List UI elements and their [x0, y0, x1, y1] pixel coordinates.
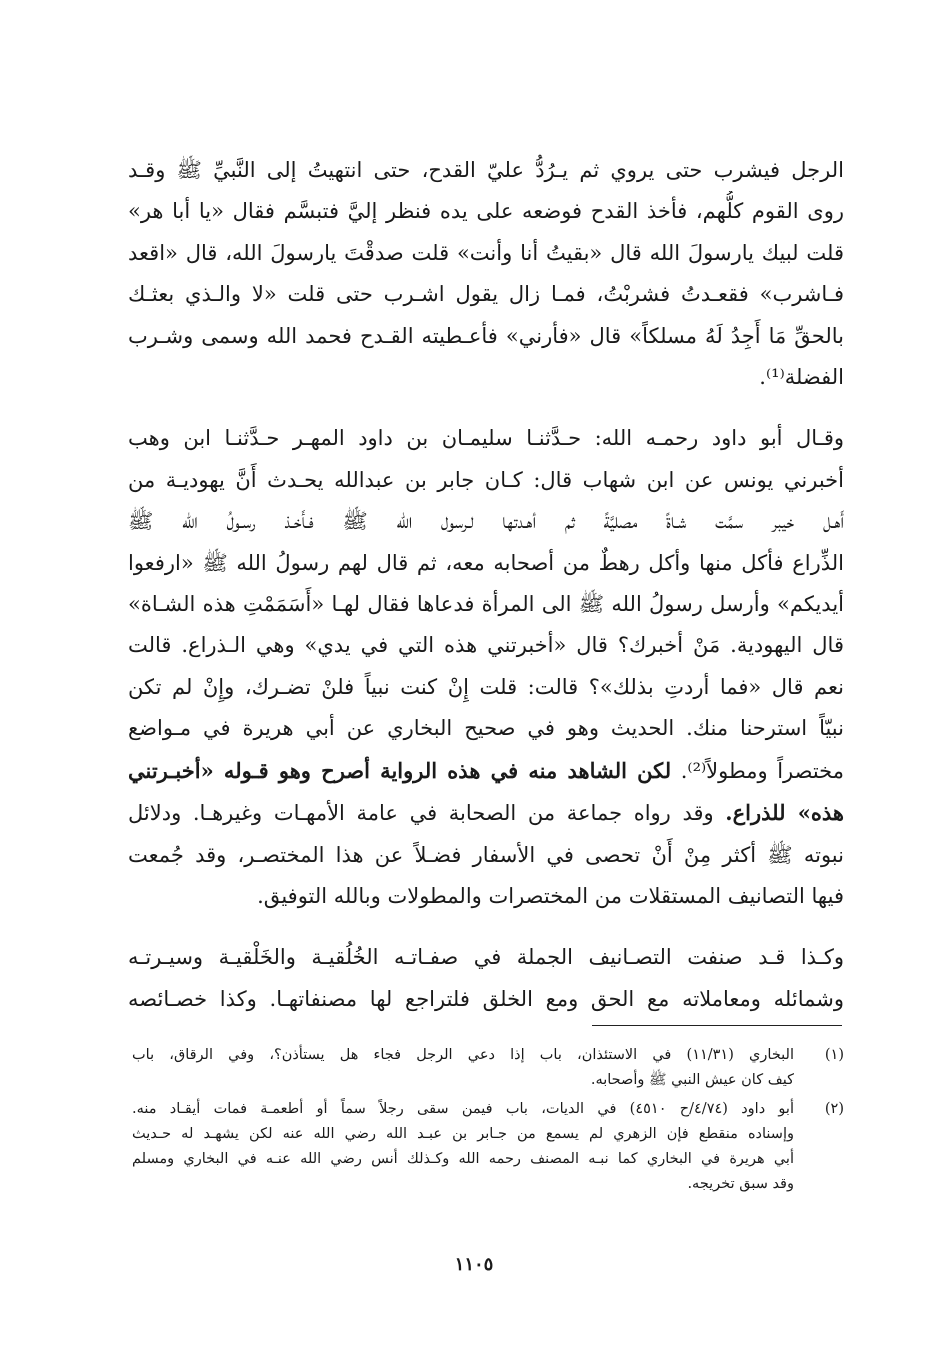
footnote-line: كيف كان عيش النبي ﷺ وأصحابه.	[590, 1072, 794, 1088]
text-line: وقـال أبو داود رحمـه الله: حـدَّثنـا سليمـان بن داود المهـر حـدَّثنـا ابن وهب	[128, 426, 844, 451]
text-line: الذِّراع فأكل منها وأكل رهطٌ من أصحابه معه، ثم قال لهم رسولُ الله ﷺ «ارفعوا	[128, 550, 844, 575]
page-number: ١١٠٥	[454, 1254, 494, 1275]
text-line: نعم قال «فما أردتِ بذلك»؟ قالت: قلت إِنْ كنت نبياً فلنْ تضـرك، وإِنْ لم تكن	[128, 674, 844, 699]
text-line: أَهـل خيبر سمَّت شـاةً مصليَّةً ثم أهـدتها لـرسول الله ﷺ فـأَخـذ رسـولُ الله ﷺ	[128, 509, 844, 534]
bold-segment: لكن الشاهد منه في هذه الرواية أصرح وهو قـوله «أخبـرتني	[128, 757, 672, 783]
text-line: وشمائله ومعاملاته مع الحق ومع الخلق فلتراجع لها مصنفاتهـا. وكذا خصـائصه	[128, 986, 844, 1011]
footnote-separator	[592, 1025, 842, 1026]
text-line: أيديكم» وأرسل رسولُ الله ﷺ الى المرأة فدعاها فقال لهـا «أَسَمَمْتِ هذه الشـاة»	[128, 592, 844, 617]
footnote-body	[132, 1043, 794, 1093]
text-line: قال اليهودية. مَنْ أخبرك؟ قال «أخبرتني هذه التي في يدي» وهي الـذراع. قالت	[128, 633, 844, 658]
paragraph-3	[128, 937, 844, 1020]
text-line: فـاشرب» فقعـدتُ فشربْتُ، فمـا زال يقول اشـرب حتى قلت «لا والـذي بعثـك	[128, 282, 844, 307]
footnote-number: (٢)	[824, 1101, 844, 1117]
text-line: فيها التصانيف المستقلات من المختصرات والمطولات وبالله التوفيق.	[257, 883, 844, 908]
text-line: نبيّاً استرحنا منك. الحديث وهو في صحيح البخاري عن أبي هريرة في مـواضع	[128, 716, 844, 741]
text-line: الفضلة⁽¹⁾.	[759, 365, 844, 390]
footnote-number: (١)	[824, 1047, 844, 1063]
text-line: الرجل فيشرب حتى يروي ثم يـرُدُّ عليّ القدح، حتى انتهيتُ إلى النَّبيِّ ﷺ وقـد	[128, 158, 844, 182]
footnote-2	[132, 1097, 844, 1197]
text-line: قلت لبيك يارسولَ الله قال «بقيتُ أنا وأنت» قلت صدقْتَ يارسولَ الله، قال «اقعد	[128, 240, 844, 265]
footnotes	[132, 1043, 844, 1201]
text-line: نبوته ﷺ أكثر مِنْ أَنْ تحصى في الأسفار فضـلاً عن هذا المختصـر، وقد جُمعت	[128, 842, 844, 867]
paragraph-2	[128, 418, 844, 917]
footnote-1	[132, 1043, 844, 1093]
plain-segment: مختصراً ومطولاً⁽²⁾.	[680, 758, 844, 783]
footnote-line: أبو داود (٤/٧٤/ح ٤٥١٠) في الديات، باب فيمن سقى رجلاً سماً أو أطعمـة فمات أيقـاد منه.	[132, 1101, 794, 1117]
text-line: روى القوم كلُّهم، فأخذ القدح فوضعه على يده فنظر إليَّ فتبسَّم فقال «يا أبا هر»	[128, 199, 844, 224]
main-text	[128, 150, 844, 1020]
bold-segment: هذه» للذراع.	[725, 800, 844, 826]
footnote-line: وقد سبق تخريجه.	[687, 1176, 794, 1192]
text-line: أخبرني يونس عن ابن شهاب قال: كـان جابر بن عبدالله يحـدث أَنَّ يهوديـة من	[128, 467, 844, 492]
text-line-mixed	[128, 750, 844, 792]
text-line: بالحقِّ مَا أَجِدُ لَهُ مسلكاً» قال «فأرني» فأعـطيته القـدح فحمد الله وسمى وشـرب	[128, 323, 844, 348]
text-line-mixed	[128, 792, 844, 834]
footnote-line: وإسناده منقطع فإن الزهري لم يسمع من جـابر بن عبـد الله رضي الله عنه لكن يشهـد له حـديث	[132, 1126, 794, 1142]
footnote-line: أبي هريرة في البخاري كما نبـه المصنف رحمه الله وكـذلك أنس رضي الله عنـه في البخاري ومسلم	[132, 1151, 794, 1167]
text-line: وكـذا قـد صنفت التصـانيف الجملة في صفـاتـه الخُلُقيـة والخَلْقيـة وسيـرتـه	[128, 945, 844, 970]
plain-segment: وقد رواه جماعة من الصحابة في عامة الأمهـات وغيرهـا. ودلائل	[128, 801, 714, 826]
footnote-line: البخاري (١١/٣١) في الاستئذان، باب إذا دعي الرجل فجاء هل يستأذن؟، وفي الرقاق، باب	[132, 1047, 794, 1063]
paragraph-1	[128, 150, 844, 398]
footnote-body	[132, 1097, 794, 1197]
